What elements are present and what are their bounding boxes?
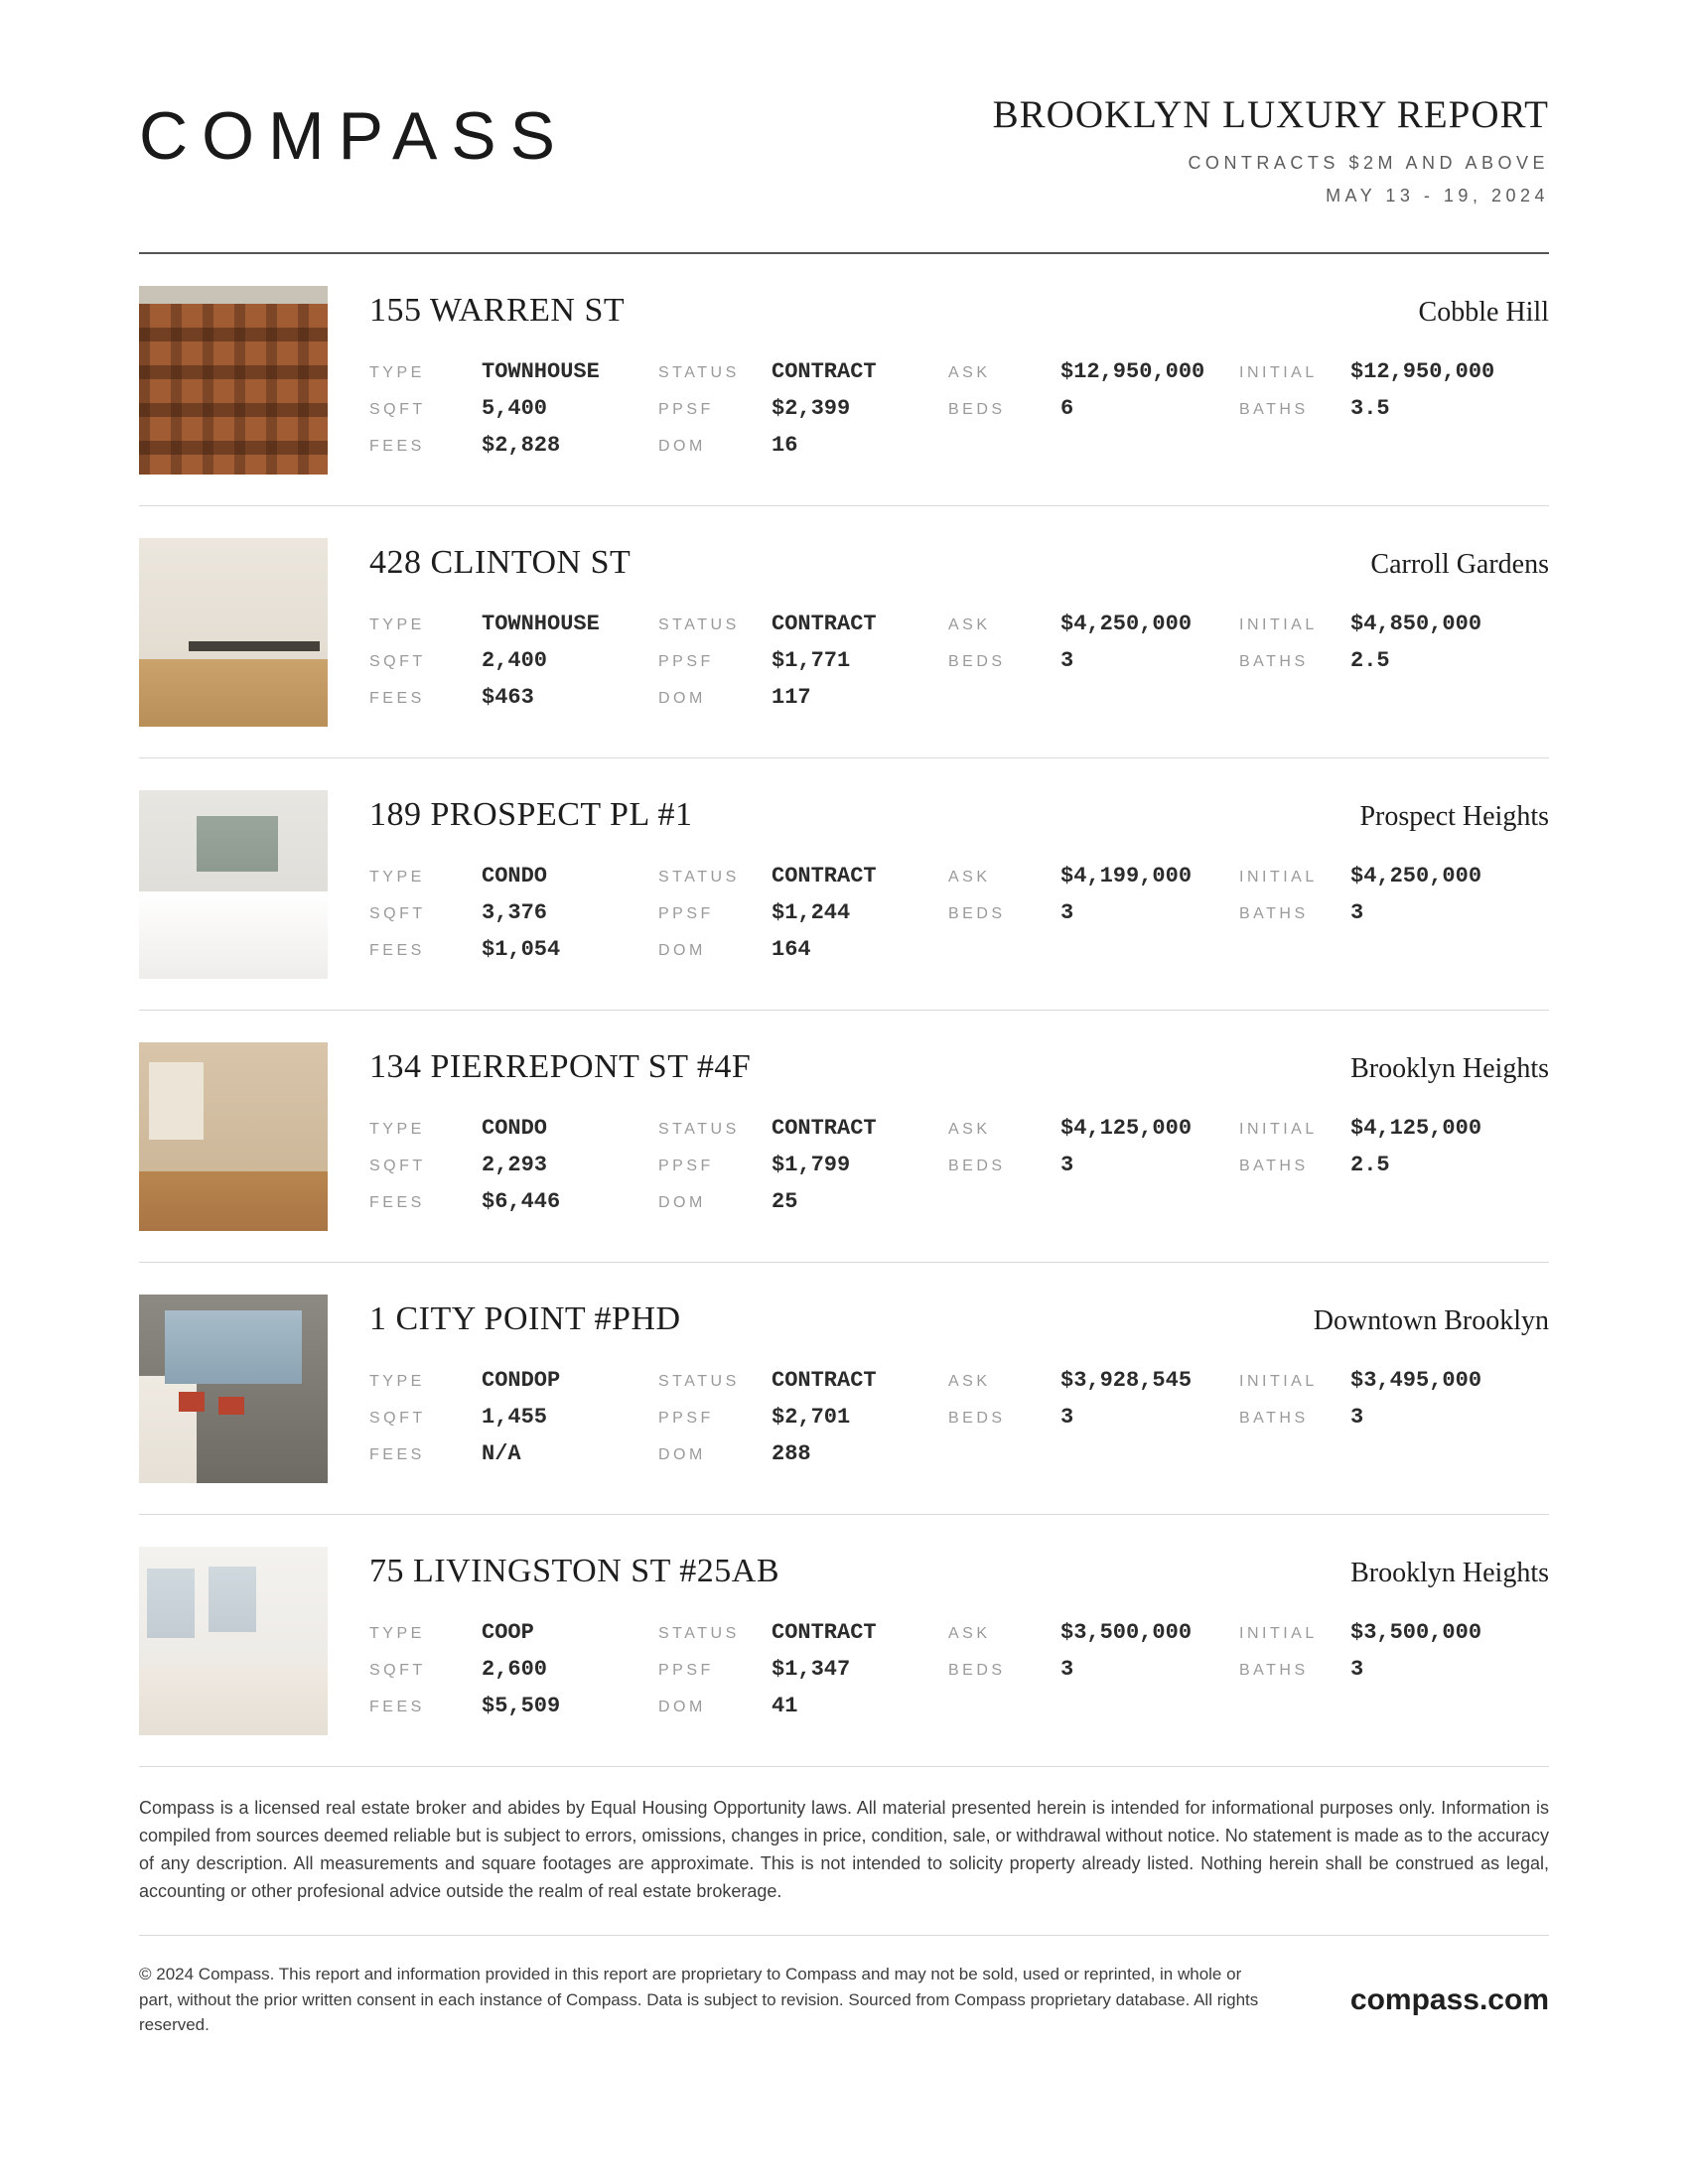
initial-label: INITIAL — [1239, 615, 1318, 633]
sqft-label: SQFT — [369, 652, 426, 670]
listing-row — [139, 1011, 1549, 1263]
copyright-text: © 2024 Compass. This report and information provided in this report are proprietary to Compass and may not be sold, used or reprinted, in whole or part, without the prior written consent in each instance of Compass. Data is subject to revision. Sourced from Compass proprietary database. All rights reserved. — [139, 1965, 1259, 2035]
fees-label: FEES — [369, 1445, 425, 1463]
status-value: CONTRACT — [772, 1115, 877, 1141]
type-value: CONDOP — [482, 1367, 561, 1393]
baths-value: 3 — [1350, 899, 1364, 925]
dom-label: DOM — [658, 689, 706, 707]
type-value: TOWNHOUSE — [482, 358, 600, 384]
ask-label: ASK — [948, 615, 991, 633]
copyright-row — [139, 1936, 1549, 2038]
initial-value: $3,500,000 — [1350, 1619, 1482, 1645]
fees-value: $463 — [482, 684, 534, 710]
initial-value: $4,125,000 — [1350, 1115, 1482, 1141]
initial-value: $3,495,000 — [1350, 1367, 1482, 1393]
ask-label: ASK — [948, 1624, 991, 1642]
beds-value: 3 — [1060, 1404, 1074, 1430]
property-data-grid — [369, 359, 1549, 460]
property-neighborhood: Prospect Heights — [1359, 800, 1549, 832]
property-photo — [139, 1547, 328, 1735]
property-data-grid — [369, 864, 1549, 964]
report-subtitle: CONTRACTS $2M AND ABOVE — [1188, 152, 1549, 173]
type-label: TYPE — [369, 615, 425, 633]
property-photo — [139, 790, 328, 979]
beds-value: 6 — [1060, 395, 1074, 421]
baths-value: 3 — [1350, 1404, 1364, 1430]
initial-label: INITIAL — [1239, 868, 1318, 886]
sqft-label: SQFT — [369, 400, 426, 418]
disclaimer-text: Compass is a licensed real estate broker and abides by Equal Housing Opportunity laws. All material presented herein is intended for informational purposes only. Information is compiled from sources deemed reliable but is subject to errors, omissions, changes in price, condition, sale, or withdrawal without notice. No statement is made as to the accuracy of any description. All measurements and square footages are approximate. This is not intended to solicity property already listed. Nothing herein shall be construed as legal, accounting or other profesional advice outside the realm of real estate brokerage. — [139, 1797, 1549, 1901]
beds-label: BEDS — [948, 652, 1006, 670]
status-label: STATUS — [658, 868, 740, 886]
fees-label: FEES — [369, 1698, 425, 1715]
ppsf-label: PPSF — [658, 904, 714, 922]
ppsf-label: PPSF — [658, 400, 714, 418]
property-neighborhood: Cobble Hill — [1418, 296, 1549, 328]
listing-row — [139, 506, 1549, 758]
ask-value: $4,250,000 — [1060, 611, 1193, 636]
dom-value: 41 — [772, 1693, 798, 1718]
listing-header — [369, 1048, 1549, 1086]
status-label: STATUS — [658, 615, 740, 633]
type-label: TYPE — [369, 1372, 425, 1390]
property-address: 189 PROSPECT PL #1 — [369, 795, 693, 833]
type-label: TYPE — [369, 363, 425, 381]
baths-value: 3 — [1350, 1656, 1364, 1682]
ppsf-value: $1,244 — [772, 899, 851, 925]
type-value: CONDO — [482, 1115, 548, 1141]
dom-value: 164 — [772, 936, 811, 962]
property-address: 134 PIERREPONT ST #4F — [369, 1047, 752, 1085]
status-value: CONTRACT — [772, 1367, 877, 1393]
ppsf-label: PPSF — [658, 1409, 714, 1427]
status-value: CONTRACT — [772, 358, 877, 384]
sqft-value: 2,293 — [482, 1152, 548, 1177]
property-neighborhood: Carroll Gardens — [1370, 548, 1549, 580]
baths-label: BATHS — [1239, 400, 1309, 418]
listing-header — [369, 292, 1549, 330]
fees-label: FEES — [369, 1193, 425, 1211]
listing-header — [369, 1553, 1549, 1590]
type-label: TYPE — [369, 1624, 425, 1642]
baths-label: BATHS — [1239, 1409, 1309, 1427]
ppsf-label: PPSF — [658, 1661, 714, 1679]
property-photo — [139, 1042, 328, 1231]
ppsf-label: PPSF — [658, 652, 714, 670]
status-value: CONTRACT — [772, 863, 877, 888]
property-data-grid — [369, 612, 1549, 712]
sqft-value: 1,455 — [482, 1404, 548, 1430]
ppsf-value: $1,799 — [772, 1152, 851, 1177]
listing-content — [369, 1295, 1549, 1483]
sqft-label: SQFT — [369, 1409, 426, 1427]
property-neighborhood: Brooklyn Heights — [1350, 1557, 1549, 1588]
dom-value: 288 — [772, 1440, 811, 1466]
sqft-label: SQFT — [369, 1661, 426, 1679]
beds-label: BEDS — [948, 1157, 1006, 1174]
initial-value: $4,250,000 — [1350, 863, 1482, 888]
baths-label: BATHS — [1239, 652, 1309, 670]
beds-value: 3 — [1060, 1656, 1074, 1682]
ask-value: $4,199,000 — [1060, 863, 1193, 888]
sqft-label: SQFT — [369, 904, 426, 922]
property-neighborhood: Downtown Brooklyn — [1313, 1304, 1549, 1336]
fees-label: FEES — [369, 941, 425, 959]
property-address: 1 CITY POINT #PHD — [369, 1299, 681, 1337]
ppsf-value: $1,771 — [772, 647, 851, 673]
fees-label: FEES — [369, 437, 425, 455]
fees-label: FEES — [369, 689, 425, 707]
property-data-grid — [369, 1116, 1549, 1216]
dom-label: DOM — [658, 941, 706, 959]
ask-value: $12,950,000 — [1060, 358, 1205, 384]
baths-value: 3.5 — [1350, 395, 1390, 421]
property-photo — [139, 286, 328, 475]
sqft-value: 3,376 — [482, 899, 548, 925]
sqft-value: 2,400 — [482, 647, 548, 673]
listing-header — [369, 1300, 1549, 1338]
compass-logo: COMPASS — [139, 98, 570, 174]
beds-value: 3 — [1060, 647, 1074, 673]
report-header — [139, 94, 1549, 206]
fees-value: $5,509 — [482, 1693, 561, 1718]
listing-content — [369, 790, 1549, 979]
listing-content — [369, 286, 1549, 475]
type-value: CONDO — [482, 863, 548, 888]
type-label: TYPE — [369, 1120, 425, 1138]
listing-header — [369, 796, 1549, 834]
property-data-grid — [369, 1620, 1549, 1720]
listing-row — [139, 1263, 1549, 1515]
initial-label: INITIAL — [1239, 1120, 1318, 1138]
property-address: 428 CLINTON ST — [369, 543, 632, 581]
status-label: STATUS — [658, 1624, 740, 1642]
listing-row — [139, 1515, 1549, 1767]
baths-label: BATHS — [1239, 904, 1309, 922]
beds-value: 3 — [1060, 1152, 1074, 1177]
ask-label: ASK — [948, 868, 991, 886]
ask-value: $3,928,545 — [1060, 1367, 1193, 1393]
sqft-label: SQFT — [369, 1157, 426, 1174]
listing-row — [139, 758, 1549, 1011]
listing-header — [369, 544, 1549, 582]
listing-content — [369, 1547, 1549, 1735]
ppsf-value: $2,701 — [772, 1404, 851, 1430]
website-link[interactable]: compass.com — [1349, 1982, 1549, 2016]
status-value: CONTRACT — [772, 611, 877, 636]
property-photo — [139, 538, 328, 727]
ppsf-label: PPSF — [658, 1157, 714, 1174]
status-label: STATUS — [658, 1120, 740, 1138]
beds-label: BEDS — [948, 400, 1006, 418]
type-label: TYPE — [369, 868, 425, 886]
beds-label: BEDS — [948, 1661, 1006, 1679]
property-photo — [139, 1295, 328, 1483]
fees-value: $1,054 — [482, 936, 561, 962]
title-block — [993, 94, 1549, 206]
dom-label: DOM — [658, 1698, 706, 1715]
property-address: 75 LIVINGSTON ST #25AB — [369, 1552, 780, 1589]
baths-label: BATHS — [1239, 1661, 1309, 1679]
status-label: STATUS — [658, 363, 740, 381]
dom-value: 25 — [772, 1188, 798, 1214]
beds-label: BEDS — [948, 904, 1006, 922]
listings — [139, 254, 1549, 1767]
report-date-range: MAY 13 - 19, 2024 — [1326, 185, 1549, 205]
ask-label: ASK — [948, 1372, 991, 1390]
ppsf-value: $2,399 — [772, 395, 851, 421]
baths-label: BATHS — [1239, 1157, 1309, 1174]
listing-content — [369, 1042, 1549, 1231]
fees-value: $6,446 — [482, 1188, 561, 1214]
listing-content — [369, 538, 1549, 727]
type-value: COOP — [482, 1619, 534, 1645]
dom-value: 16 — [772, 432, 798, 458]
baths-value: 2.5 — [1350, 647, 1390, 673]
sqft-value: 2,600 — [482, 1656, 548, 1682]
fees-value: $2,828 — [482, 432, 561, 458]
ask-label: ASK — [948, 1120, 991, 1138]
listing-row — [139, 254, 1549, 506]
initial-label: INITIAL — [1239, 1624, 1318, 1642]
ask-label: ASK — [948, 363, 991, 381]
ppsf-value: $1,347 — [772, 1656, 851, 1682]
status-value: CONTRACT — [772, 1619, 877, 1645]
dom-label: DOM — [658, 1193, 706, 1211]
dom-value: 117 — [772, 684, 811, 710]
sqft-value: 5,400 — [482, 395, 548, 421]
property-data-grid — [369, 1368, 1549, 1468]
type-value: TOWNHOUSE — [482, 611, 600, 636]
dom-label: DOM — [658, 1445, 706, 1463]
report-title: BROOKLYN LUXURY REPORT — [992, 93, 1549, 136]
ask-value: $4,125,000 — [1060, 1115, 1193, 1141]
initial-label: INITIAL — [1239, 1372, 1318, 1390]
status-label: STATUS — [658, 1372, 740, 1390]
beds-label: BEDS — [948, 1409, 1006, 1427]
property-neighborhood: Brooklyn Heights — [1350, 1052, 1549, 1084]
fees-value: N/A — [482, 1440, 521, 1466]
property-address: 155 WARREN ST — [369, 291, 626, 329]
initial-label: INITIAL — [1239, 363, 1318, 381]
initial-value: $12,950,000 — [1350, 358, 1495, 384]
baths-value: 2.5 — [1350, 1152, 1390, 1177]
ask-value: $3,500,000 — [1060, 1619, 1193, 1645]
dom-label: DOM — [658, 437, 706, 455]
initial-value: $4,850,000 — [1350, 611, 1482, 636]
beds-value: 3 — [1060, 899, 1074, 925]
